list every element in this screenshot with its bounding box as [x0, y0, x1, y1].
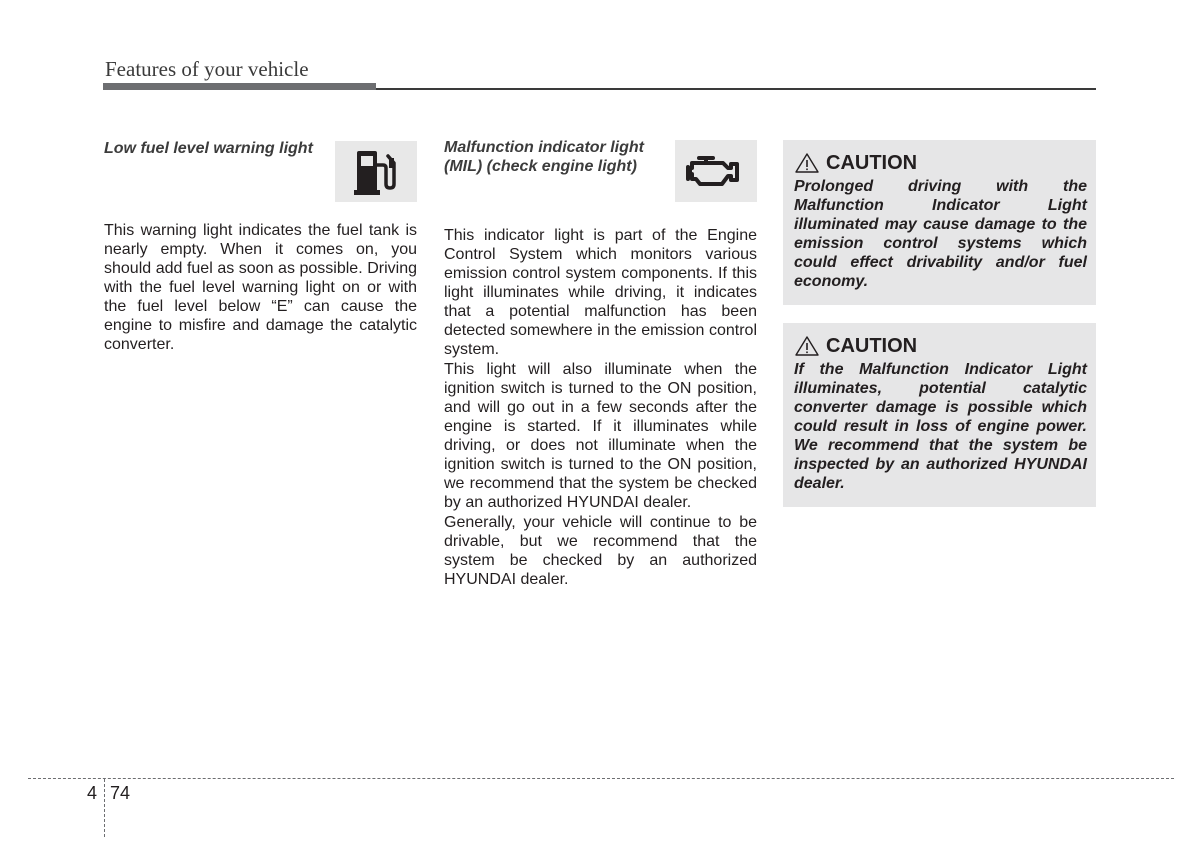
mil-paragraph-3: Generally, your vehicle will continue to be drivable, but we recommend that the system be checked by an authorized HYUNDAI dealer.	[444, 514, 757, 588]
caution-box-2	[783, 323, 1096, 507]
caution-header-2	[794, 334, 1087, 358]
low-fuel-section	[104, 138, 417, 354]
caution-text-1: Prolonged driving with the Malfunction Indicator Light illuminated may cause damage to the emission control systems which could effect drivability and/or fuel economy.	[794, 178, 1087, 290]
footer-dashed-divider	[104, 779, 105, 837]
caution-column	[783, 140, 1096, 507]
mil-section	[444, 138, 757, 589]
caution-title-2: CAUTION	[826, 334, 918, 357]
header-rule-thick	[103, 83, 376, 90]
check-engine-icon	[675, 140, 757, 202]
caution-title-1: CAUTION	[826, 151, 918, 174]
caution-header-1	[794, 151, 1087, 175]
warning-triangle-icon	[794, 152, 820, 174]
page-number: 74	[110, 783, 131, 803]
caution-text-2: If the Malfunction Indicator Light illuminates, potential catalytic converter damage is possible which could result in loss of engine power. We recommend that the system be inspected by an authorized HYUNDAI dealer.	[794, 361, 1087, 492]
low-fuel-heading-row	[104, 138, 417, 208]
header-rule-thin	[376, 88, 1096, 90]
chapter-number: 4	[87, 783, 98, 803]
warning-triangle-icon	[794, 335, 820, 357]
fuel-pump-icon	[335, 141, 417, 202]
caution-box-1	[783, 140, 1096, 305]
low-fuel-description: This warning light indicates the fuel tank is nearly empty. When it comes on, you should add fuel as soon as possible. Driving with the fuel level warning light on or with the fuel level below “E” can cause the engine to misfire and damage the catalytic converter.	[104, 222, 417, 353]
low-fuel-heading: Low fuel level warning light	[104, 140, 313, 157]
mil-heading: Malfunction indicator light (MIL) (check engine light)	[444, 139, 644, 175]
page-header-title: Features of your vehicle	[105, 57, 309, 81]
footer-dashed-rule	[28, 778, 1174, 779]
mil-paragraph-2: This light will also illuminate when the ignition switch is turned to the ON position, and will go out in a few seconds after the engine is started. If it illuminates while driving, or does not illuminate when the ignition switch is turned to the ON position, we recommend that the system be checked by an authorized HYUNDAI dealer.	[444, 361, 757, 511]
mil-paragraph-1: This indicator light is part of the Engine Control System which monitors various emission control system components. If this light illuminates while driving, it indicates that a potential malfunction has been detected somewhere in the emission control system.	[444, 227, 757, 358]
mil-heading-row	[444, 138, 757, 208]
